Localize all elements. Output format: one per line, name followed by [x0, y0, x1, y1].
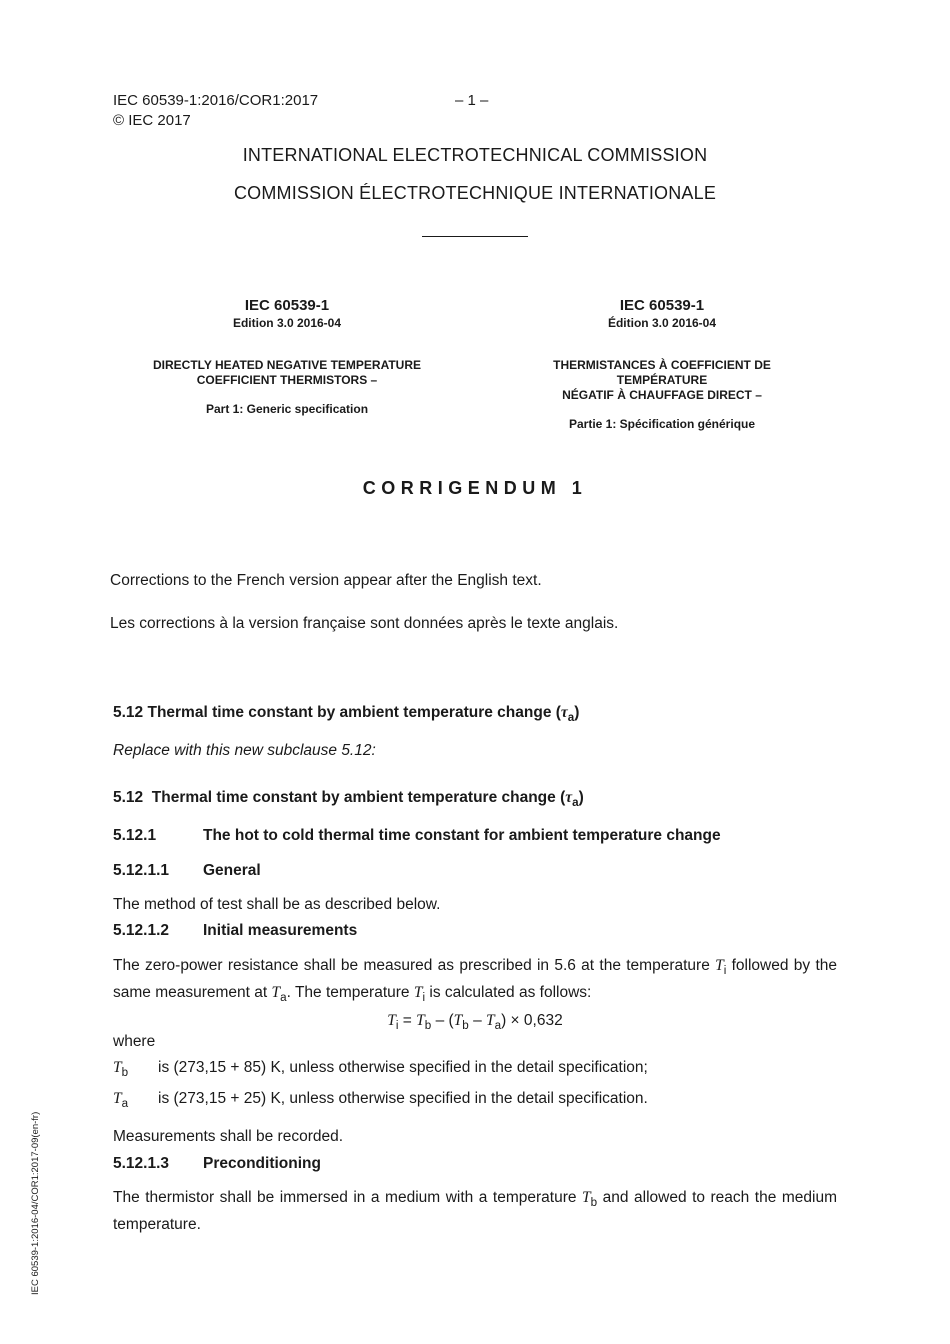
subscript-b: b — [462, 1019, 469, 1033]
french-part: Partie 1: Spécification générique — [568, 417, 756, 431]
french-edition: Édition 3.0 2016-04 — [607, 316, 717, 330]
english-part: Part 1: Generic specification — [205, 402, 369, 416]
heading-5-12-new — [113, 787, 837, 814]
french-standard-number: IEC 60539-1 — [619, 297, 705, 314]
side-document-label: IEC 60539-1:2016-04/COR1:2017-09(en-fr) — [30, 1111, 41, 1295]
formula-end: ) × 0,632 — [501, 1012, 563, 1029]
definition-Ta — [113, 1088, 837, 1115]
text-run: followed by the same measurement at — [113, 957, 837, 1002]
var-T: T — [113, 1059, 122, 1076]
subscript-i: i — [723, 964, 727, 978]
equals-sign: = — [398, 1012, 417, 1029]
subscript-a: a — [494, 1019, 502, 1033]
heading-text: General — [203, 862, 261, 879]
heading-text: 5.12 Thermal time constant by ambient temperature change ( — [113, 704, 561, 721]
heading-5-12-1 — [113, 825, 837, 847]
intro-english: Corrections to the French version appear after the English text. — [110, 572, 542, 589]
heading-5-12-1-2 — [113, 920, 837, 942]
var-T: T — [486, 1012, 495, 1029]
replace-instruction: Replace with this new subclause 5.12: — [113, 742, 376, 759]
english-title-line1: DIRECTLY HEATED NEGATIVE TEMPERATURE — [152, 358, 422, 372]
english-title-line2: COEFFICIENT THERMISTORS – — [196, 373, 378, 387]
close-paren: ) — [578, 789, 584, 806]
english-edition: Edition 3.0 2016-04 — [232, 316, 342, 330]
heading-text: Preconditioning — [203, 1155, 321, 1172]
copyright-notice: © IEC 2017 — [113, 112, 191, 129]
close-paren: ) — [574, 704, 580, 721]
corrigendum-title: CORRIGENDUM 1 — [362, 478, 588, 498]
page-number: – 1 – — [455, 92, 489, 109]
french-title-line3: NÉGATIF À CHAUFFAGE DIRECT – — [562, 388, 762, 402]
var-T: T — [271, 984, 281, 1002]
recorded-paragraph: Measurements shall be recorded. — [113, 1128, 344, 1145]
subscript-i: i — [395, 1019, 399, 1033]
var-T: T — [453, 1012, 463, 1029]
definition-text: is (273,15 + 25) K, unless otherwise specified in the detail specification. — [158, 1090, 648, 1107]
subscript-a: a — [567, 711, 575, 725]
heading-5-12-original — [113, 702, 837, 729]
subscript-a: a — [572, 796, 579, 810]
document-reference: IEC 60539-1:2016/COR1:2017 — [113, 92, 319, 109]
header-divider — [422, 236, 528, 237]
general-paragraph: The method of test shall be as described below. — [113, 896, 441, 913]
initial-measurements-paragraph — [113, 955, 837, 1009]
subscript-b: b — [590, 1196, 598, 1210]
organization-name-en: INTERNATIONAL ELECTROTECHNICAL COMMISSION — [242, 145, 708, 165]
preconditioning-paragraph — [113, 1187, 837, 1236]
subscript-a: a — [280, 991, 287, 1005]
heading-text: Thermal time constant by ambient temperature change ( — [151, 789, 566, 806]
var-T: T — [113, 1090, 122, 1107]
heading-number: 5.12.1 — [113, 827, 157, 844]
french-title-block — [482, 297, 842, 432]
text-run: The zero-power resistance shall be measured as prescribed in 5.6 at the temperature — [113, 957, 716, 974]
heading-number: 5.12.1.1 — [113, 862, 170, 879]
french-title-line2: TEMPÉRATURE — [616, 373, 708, 387]
organization-name-fr: COMMISSION ÉLECTROTECHNIQUE INTERNATIONALE — [233, 183, 717, 203]
minus-sign: – — [468, 1012, 486, 1029]
text-run: is calculated as follows: — [425, 984, 592, 1002]
intro-french: Les corrections à la version française sont données après le texte anglais. — [110, 615, 619, 632]
where-label: where — [113, 1033, 156, 1050]
text-run: . The temperature — [286, 984, 414, 1002]
definition-Tb — [113, 1057, 837, 1084]
subscript-i: i — [422, 991, 426, 1005]
var-T: T — [582, 1189, 591, 1206]
text-run: and allowed to reach the medium temperature. — [113, 1189, 837, 1234]
var-T: T — [416, 1012, 425, 1029]
french-title-line1: THERMISTANCES À COEFFICIENT DE — [553, 358, 771, 372]
english-title-block — [107, 297, 467, 417]
tau-symbol: τ — [565, 789, 573, 806]
tau-symbol: τ — [560, 704, 568, 721]
heading-5-12-1-3 — [113, 1153, 837, 1175]
subscript-b: b — [424, 1019, 432, 1033]
heading-number: 5.12.1.3 — [113, 1155, 170, 1172]
heading-number: 5.12.1.2 — [113, 922, 170, 939]
english-standard-number: IEC 60539-1 — [244, 297, 330, 314]
heading-number: 5.12 — [113, 789, 144, 806]
definition-text: is (273,15 + 85) K, unless otherwise specified in the detail specification; — [158, 1059, 648, 1076]
var-T: T — [715, 957, 724, 974]
heading-5-12-1-1 — [113, 860, 837, 882]
var-T: T — [413, 984, 423, 1002]
heading-text: The hot to cold thermal time constant for ambient temperature change — [203, 827, 721, 844]
subscript-a: a — [121, 1097, 129, 1111]
var-T: T — [387, 1012, 396, 1029]
formula-mid: – ( — [431, 1012, 454, 1029]
text-run: The thermistor shall be immersed in a medium with a temperature — [113, 1189, 583, 1206]
subscript-b: b — [121, 1066, 129, 1080]
heading-text: Initial measurements — [203, 922, 358, 939]
